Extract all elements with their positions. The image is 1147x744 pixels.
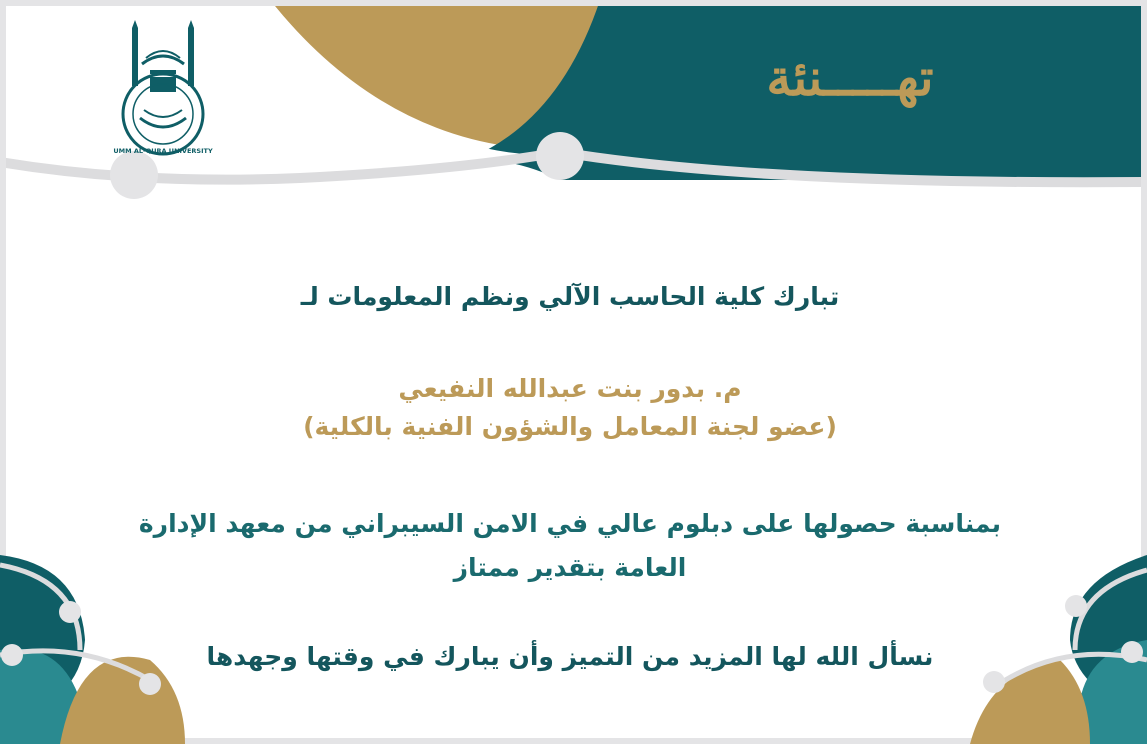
occasion-block	[120, 502, 1020, 590]
circle-bottom-left-1	[59, 601, 81, 623]
occasion-line-1: بمناسبة حصولها على دبلوم عالي في الامن السيبراني من معهد الإدارة	[138, 509, 1002, 538]
svg-text:UMM AL-QURA UNIVERSITY: UMM AL-QURA UNIVERSITY	[113, 147, 213, 155]
honoree-block	[120, 370, 1020, 446]
card-title: تهـــــنئة	[766, 48, 934, 107]
circle-bottom-right-2	[1121, 641, 1143, 663]
circle-bottom-right-3	[983, 671, 1005, 693]
circle-bottom-left-3	[139, 673, 161, 695]
circle-bottom-left-2	[1, 644, 23, 666]
logo-minaret-right	[188, 28, 194, 86]
university-logo	[112, 18, 214, 158]
swoosh-circle-left	[110, 151, 158, 199]
honoree-name: م. بدور بنت عبدالله النفيعي	[398, 374, 742, 403]
logo-minaret-left	[132, 28, 138, 86]
swoosh-circle-middle	[536, 132, 584, 180]
honoree-role: (عضو لجنة المعامل والشؤون الفنية بالكلية)	[303, 412, 837, 441]
intro-text: تبارك كلية الحاسب الآلي ونظم المعلومات لـ	[300, 282, 840, 311]
logo-seal-inner	[133, 84, 193, 144]
occasion-line-2: العامة بتقدير ممتاز	[453, 553, 687, 582]
circle-bottom-right-1	[1065, 595, 1087, 617]
prayer-text: نسأل الله لها المزيد من التميز وأن يبارك في وقتها وجهدها	[206, 642, 934, 671]
gold-corner-bottom-right	[970, 660, 1090, 744]
